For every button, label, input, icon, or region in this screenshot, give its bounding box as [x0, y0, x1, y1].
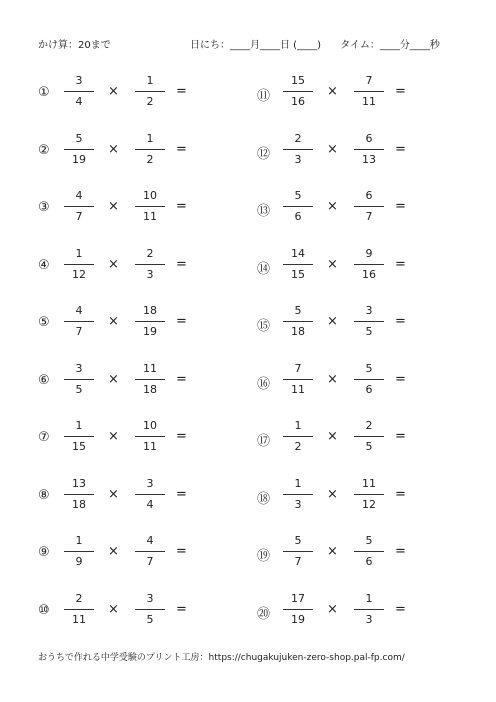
- numerator: 1: [75, 419, 83, 432]
- problem-item: [38, 130, 218, 170]
- denominator: 12: [72, 267, 86, 281]
- denominator: 3: [365, 612, 373, 626]
- numerator: 2: [146, 246, 154, 260]
- equals-sign: =: [395, 429, 406, 444]
- fraction-bar: [354, 609, 384, 610]
- problem-number: ⑯: [257, 376, 271, 392]
- fraction-left: [64, 532, 94, 571]
- equals-sign: =: [395, 371, 406, 387]
- denominator: 3: [146, 267, 154, 281]
- equals-sign: =: [176, 429, 187, 444]
- fraction-bar: [64, 551, 94, 552]
- numerator: 1: [294, 476, 302, 490]
- equals-sign: =: [176, 84, 187, 99]
- denominator: 11: [72, 612, 86, 626]
- problem-number: ⑳: [257, 606, 271, 622]
- numerator: 5: [294, 189, 302, 202]
- denominator: 6: [294, 210, 302, 223]
- problem-item: [257, 130, 437, 170]
- denominator: 16: [291, 95, 305, 108]
- times-sign: ×: [108, 314, 119, 329]
- numerator: 17: [291, 591, 305, 605]
- fraction-right: [354, 360, 384, 399]
- fraction-bar: [354, 91, 384, 92]
- fraction-bar: [354, 494, 384, 495]
- fraction-bar: [283, 321, 313, 322]
- equals-sign: =: [395, 199, 406, 214]
- problem-number: ②: [38, 142, 50, 158]
- problem-item: [38, 590, 218, 630]
- fraction-left: [64, 360, 94, 399]
- denominator: 18: [291, 325, 305, 338]
- problem-number: ⑱: [257, 491, 271, 507]
- fraction-left: [283, 360, 313, 399]
- denominator: 6: [365, 382, 373, 396]
- fraction-left: [283, 302, 313, 341]
- denominator: 7: [294, 555, 302, 568]
- times-sign: ×: [327, 141, 338, 157]
- problem-number: ⑫: [257, 146, 271, 162]
- fraction-right: [135, 590, 165, 629]
- fraction-bar: [64, 321, 94, 322]
- denominator: 7: [75, 325, 83, 338]
- equals-sign: =: [176, 371, 187, 387]
- denominator: 19: [143, 325, 157, 338]
- equals-sign: =: [176, 486, 187, 502]
- fraction-left: [283, 245, 313, 284]
- fraction-bar: [64, 494, 94, 495]
- fraction-right: [135, 532, 165, 571]
- times-sign: ×: [327, 371, 338, 387]
- fraction-left: [64, 417, 94, 456]
- numerator: 11: [362, 476, 376, 490]
- problem-item: [38, 360, 218, 400]
- times-sign: ×: [108, 429, 119, 444]
- numerator: 3: [146, 476, 154, 490]
- fraction-right: [135, 245, 165, 284]
- numerator: 3: [365, 304, 373, 317]
- fraction-bar: [283, 206, 313, 207]
- fraction-left: [283, 417, 313, 456]
- denominator: 19: [291, 612, 305, 626]
- denominator: 9: [75, 555, 83, 568]
- numerator: 1: [146, 74, 154, 87]
- fraction-right: [135, 475, 165, 514]
- equals-sign: =: [176, 314, 187, 329]
- numerator: 14: [291, 246, 305, 260]
- fraction-bar: [64, 206, 94, 207]
- numerator: 4: [75, 304, 83, 317]
- denominator: 5: [365, 440, 373, 453]
- fraction-left: [64, 130, 94, 169]
- problem-item: [38, 417, 218, 457]
- denominator: 4: [146, 497, 154, 511]
- problem-item: [257, 532, 437, 572]
- denominator: 11: [362, 95, 376, 108]
- problem-number: ⑬: [257, 204, 271, 219]
- fraction-bar: [135, 494, 165, 495]
- fraction-right: [354, 590, 384, 629]
- fraction-bar: [135, 609, 165, 610]
- times-sign: ×: [327, 486, 338, 502]
- numerator: 7: [294, 361, 302, 375]
- problem-item: [257, 360, 437, 400]
- fraction-bar: [64, 379, 94, 380]
- numerator: 18: [143, 304, 157, 317]
- fraction-right: [135, 360, 165, 399]
- problem-item: [38, 245, 218, 285]
- fraction-bar: [135, 206, 165, 207]
- denominator: 11: [143, 210, 157, 223]
- times-sign: ×: [108, 486, 119, 502]
- denominator: 3: [294, 497, 302, 511]
- denominator: 7: [146, 555, 154, 568]
- times-sign: ×: [108, 544, 119, 559]
- denominator: 2: [146, 95, 154, 108]
- equals-sign: =: [395, 544, 406, 559]
- fraction-bar: [283, 264, 313, 265]
- problem-number: ⑮: [257, 319, 271, 334]
- denominator: 5: [146, 612, 154, 626]
- equals-sign: =: [176, 256, 187, 272]
- numerator: 9: [365, 246, 373, 260]
- numerator: 1: [146, 131, 154, 145]
- fraction-bar: [283, 436, 313, 437]
- fraction-right: [135, 130, 165, 169]
- times-sign: ×: [327, 256, 338, 272]
- fraction-right: [135, 417, 165, 456]
- time-field: タイム：____分____秒: [340, 40, 440, 51]
- equals-sign: =: [395, 486, 406, 502]
- fraction-left: [283, 187, 313, 226]
- denominator: 19: [72, 152, 86, 166]
- times-sign: ×: [108, 141, 119, 157]
- fraction-bar: [283, 91, 313, 92]
- fraction-bar: [135, 321, 165, 322]
- times-sign: ×: [327, 84, 338, 99]
- fraction-right: [354, 532, 384, 571]
- numerator: 5: [294, 534, 302, 547]
- fraction-bar: [354, 264, 384, 265]
- numerator: 10: [143, 189, 157, 202]
- problem-item: [257, 417, 437, 457]
- fraction-right: [135, 302, 165, 341]
- equals-sign: =: [395, 256, 406, 272]
- problem-item: [38, 187, 218, 227]
- fraction-bar: [283, 609, 313, 610]
- fraction-bar: [354, 321, 384, 322]
- problem-number: ⑨: [38, 545, 50, 560]
- equals-sign: =: [395, 314, 406, 329]
- fraction-right: [135, 187, 165, 226]
- denominator: 13: [362, 152, 376, 166]
- problem-number: ⑪: [257, 89, 271, 104]
- fraction-right: [354, 245, 384, 284]
- fraction-left: [283, 532, 313, 571]
- fraction-bar: [283, 551, 313, 552]
- equals-sign: =: [395, 141, 406, 157]
- numerator: 13: [72, 476, 86, 490]
- problem-number: ⑭: [257, 261, 271, 277]
- problem-item: [257, 302, 437, 342]
- problem-number: ④: [38, 257, 50, 273]
- fraction-bar: [64, 609, 94, 610]
- equals-sign: =: [176, 601, 187, 617]
- problem-number: ③: [38, 200, 50, 215]
- times-sign: ×: [327, 601, 338, 617]
- fraction-bar: [64, 436, 94, 437]
- equals-sign: =: [176, 199, 187, 214]
- equals-sign: =: [176, 544, 187, 559]
- denominator: 16: [362, 267, 376, 281]
- numerator: 6: [365, 189, 373, 202]
- fraction-left: [64, 72, 94, 111]
- problem-item: [38, 532, 218, 572]
- numerator: 1: [75, 246, 83, 260]
- problem-item: [257, 590, 437, 630]
- fraction-bar: [283, 149, 313, 150]
- footer-credit: おうちで作れる中学受験のプリント工房：https://chugakujuken-zero-shop.pal-fp.com/: [38, 653, 405, 663]
- numerator: 7: [365, 74, 373, 87]
- fraction-bar: [64, 91, 94, 92]
- problem-number: ⑲: [257, 549, 271, 564]
- denominator: 2: [146, 152, 154, 166]
- denominator: 18: [143, 382, 157, 396]
- problem-number: ⑰: [257, 434, 271, 449]
- date-field: 日にち：____月____日 (____): [190, 40, 321, 51]
- numerator: 1: [294, 419, 302, 432]
- times-sign: ×: [327, 544, 338, 559]
- fraction-bar: [135, 551, 165, 552]
- fraction-bar: [283, 379, 313, 380]
- fraction-bar: [135, 379, 165, 380]
- numerator: 4: [146, 534, 154, 547]
- numerator: 3: [75, 74, 83, 87]
- fraction-left: [64, 187, 94, 226]
- fraction-bar: [64, 264, 94, 265]
- problem-item: [257, 72, 437, 112]
- fraction-right: [354, 72, 384, 111]
- denominator: 2: [294, 440, 302, 453]
- denominator: 6: [365, 555, 373, 568]
- denominator: 11: [143, 440, 157, 453]
- problem-number: ⑧: [38, 487, 50, 503]
- times-sign: ×: [108, 601, 119, 617]
- numerator: 5: [365, 534, 373, 547]
- fraction-bar: [354, 436, 384, 437]
- fraction-bar: [354, 149, 384, 150]
- problem-number: ⑥: [38, 372, 50, 388]
- fraction-right: [354, 130, 384, 169]
- numerator: 10: [143, 419, 157, 432]
- equals-sign: =: [176, 141, 187, 157]
- numerator: 1: [75, 534, 83, 547]
- equals-sign: =: [395, 84, 406, 99]
- numerator: 2: [365, 419, 373, 432]
- numerator: 11: [143, 361, 157, 375]
- fraction-bar: [64, 149, 94, 150]
- numerator: 4: [75, 189, 83, 202]
- problem-item: [257, 475, 437, 515]
- problem-number: ⑤: [38, 315, 50, 330]
- worksheet-title: かけ算：20まで: [38, 40, 111, 51]
- numerator: 5: [75, 131, 83, 145]
- denominator: 15: [72, 440, 86, 453]
- problem-number: ①: [38, 85, 50, 100]
- numerator: 5: [365, 361, 373, 375]
- fraction-left: [283, 130, 313, 169]
- problem-number: ⑩: [38, 602, 50, 618]
- fraction-right: [135, 72, 165, 111]
- fraction-bar: [354, 206, 384, 207]
- denominator: 3: [294, 152, 302, 166]
- denominator: 7: [365, 210, 373, 223]
- fraction-bar: [135, 91, 165, 92]
- times-sign: ×: [108, 199, 119, 214]
- fraction-bar: [354, 379, 384, 380]
- denominator: 18: [72, 497, 86, 511]
- fraction-left: [283, 590, 313, 629]
- times-sign: ×: [327, 314, 338, 329]
- fraction-left: [283, 475, 313, 514]
- numerator: 2: [294, 131, 302, 145]
- problem-item: [38, 72, 218, 112]
- problem-item: [38, 475, 218, 515]
- problem-item: [38, 302, 218, 342]
- times-sign: ×: [108, 371, 119, 387]
- fraction-left: [283, 72, 313, 111]
- denominator: 7: [75, 210, 83, 223]
- fraction-bar: [135, 149, 165, 150]
- fraction-bar: [354, 551, 384, 552]
- numerator: 6: [365, 131, 373, 145]
- times-sign: ×: [327, 429, 338, 444]
- numerator: 2: [75, 591, 83, 605]
- problem-number: ⑦: [38, 430, 50, 445]
- fraction-left: [64, 590, 94, 629]
- denominator: 5: [75, 382, 83, 396]
- fraction-left: [64, 245, 94, 284]
- denominator: 4: [75, 95, 83, 108]
- numerator: 15: [291, 74, 305, 87]
- fraction-bar: [135, 264, 165, 265]
- fraction-left: [64, 302, 94, 341]
- equals-sign: =: [395, 601, 406, 617]
- denominator: 5: [365, 325, 373, 338]
- problem-item: [257, 187, 437, 227]
- denominator: 15: [291, 267, 305, 281]
- fraction-right: [354, 475, 384, 514]
- fraction-left: [64, 475, 94, 514]
- denominator: 11: [291, 382, 305, 396]
- numerator: 3: [146, 591, 154, 605]
- numerator: 1: [365, 591, 373, 605]
- fraction-right: [354, 417, 384, 456]
- denominator: 12: [362, 497, 376, 511]
- numerator: 3: [75, 361, 83, 375]
- times-sign: ×: [327, 199, 338, 214]
- times-sign: ×: [108, 84, 119, 99]
- problem-item: [257, 245, 437, 285]
- fraction-right: [354, 187, 384, 226]
- times-sign: ×: [108, 256, 119, 272]
- fraction-bar: [283, 494, 313, 495]
- fraction-right: [354, 302, 384, 341]
- numerator: 5: [294, 304, 302, 317]
- fraction-bar: [135, 436, 165, 437]
